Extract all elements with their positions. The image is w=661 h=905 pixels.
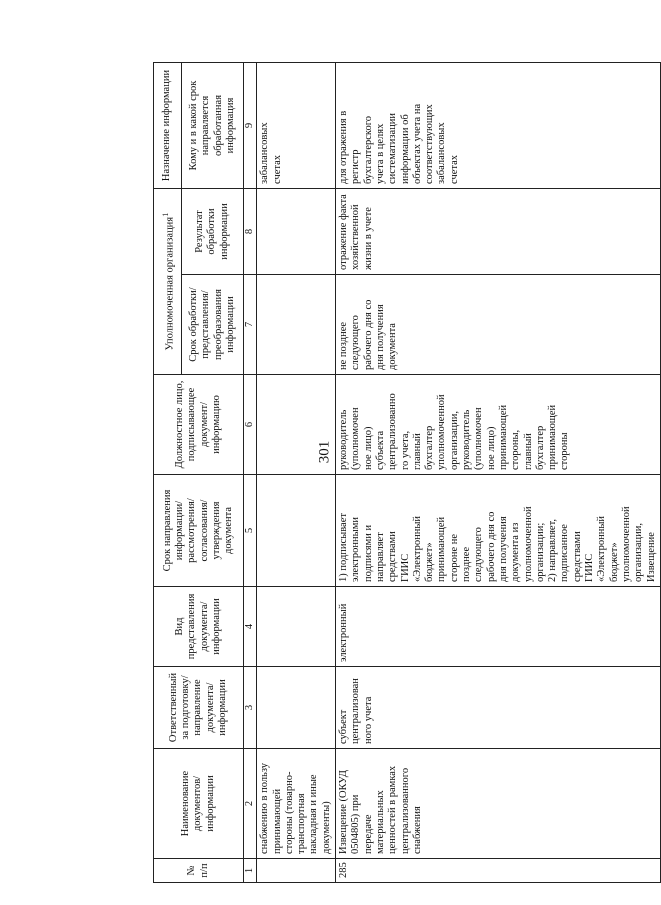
cell-submission-deadline <box>257 475 336 587</box>
cell-processing-deadline: не позднее следующего рабочего дня со дня получения документа <box>336 275 661 375</box>
column-number: 7 <box>244 275 257 375</box>
cell-document-name: снабжению в пользу принимающей стороны (товарно- транспортная накладная и иные документы) <box>257 749 336 859</box>
header-authorized-organization <box>154 189 182 375</box>
document-table <box>153 62 661 883</box>
column-number: 6 <box>244 375 257 475</box>
footnote-marker: 1 <box>159 212 170 217</box>
cell-responsible: субъект централизован ного учета <box>336 667 661 749</box>
cell-processing-result <box>257 189 336 275</box>
table-row <box>336 63 661 883</box>
document-table-wrapper <box>153 63 657 883</box>
cell-responsible <box>257 667 336 749</box>
cell-number: 285 <box>336 859 661 883</box>
column-number: 3 <box>244 667 257 749</box>
cell-number <box>257 859 336 883</box>
header-authorized-organization-label: Уполномоченная организация <box>164 216 176 351</box>
table-row <box>257 63 336 883</box>
header-number: № п/п <box>154 859 244 883</box>
header-processing-result: Результат обработки информации <box>182 189 244 275</box>
header-document-name: Наименование документов/ информации <box>154 749 244 859</box>
page-number: 301 <box>316 440 333 464</box>
cell-recipient: для отражения в регистр бухгалтерского учета в целях систематизации информации об объектах учета на соответствующих забалансовых счетах <box>336 63 661 189</box>
cell-submission-type <box>257 587 336 667</box>
cell-signing-official <box>257 375 336 475</box>
column-number: 9 <box>244 63 257 189</box>
header-processing-deadline: Срок обработки/ представления/ преобразования информации <box>182 275 244 375</box>
cell-recipient: забалансовых счетах <box>257 63 336 189</box>
header-submission-deadline: Срок направления информации/ рассмотрения/ согласования/ утверждения документа <box>154 475 244 587</box>
cell-submission-type: электронный <box>336 587 661 667</box>
cell-submission-deadline: 1) подписывает электронными подписями и направляет средствами ГИИС «Электронный бюджет» принимающей стороне не позднее следующего рабочего дня со дня получения документа из уполномоченной организации; 2) направляет, подписанное средствами ГИИС «Электронный бюджет» уполномоченной организации, Извещение <box>336 475 661 587</box>
header-responsible: Ответственный за подготовку/ направление документа/ информации <box>154 667 244 749</box>
header-submission-type: Вид представления документа/ информации <box>154 587 244 667</box>
column-number: 8 <box>244 189 257 275</box>
header-signing-official: Должностное лицо, подписывающее документ/ информацию <box>154 375 244 475</box>
cell-document-name: Извещение (ОКУД 0504805) при передаче материальных ценностей в рамках централизованного снабжения <box>336 749 661 859</box>
column-number: 5 <box>244 475 257 587</box>
column-number: 2 <box>244 749 257 859</box>
cell-processing-deadline <box>257 275 336 375</box>
header-information-purpose: Назначение информации <box>154 63 182 189</box>
cell-processing-result: отражение факта хозяйственной жизни в учете <box>336 189 661 275</box>
header-recipient: Кому и в какой срок направляется обработанная информация <box>182 63 244 189</box>
column-number: 1 <box>244 859 257 883</box>
cell-signing-official: руководитель (уполномочен ное лицо) субъекта централизованно го учета, главный бухгалтер уполномоченной организации, руководитель (уполномочен ное лицо) принимающей стороны, главный бухгалтер принимающей стороны <box>336 375 661 475</box>
column-number: 4 <box>244 587 257 667</box>
